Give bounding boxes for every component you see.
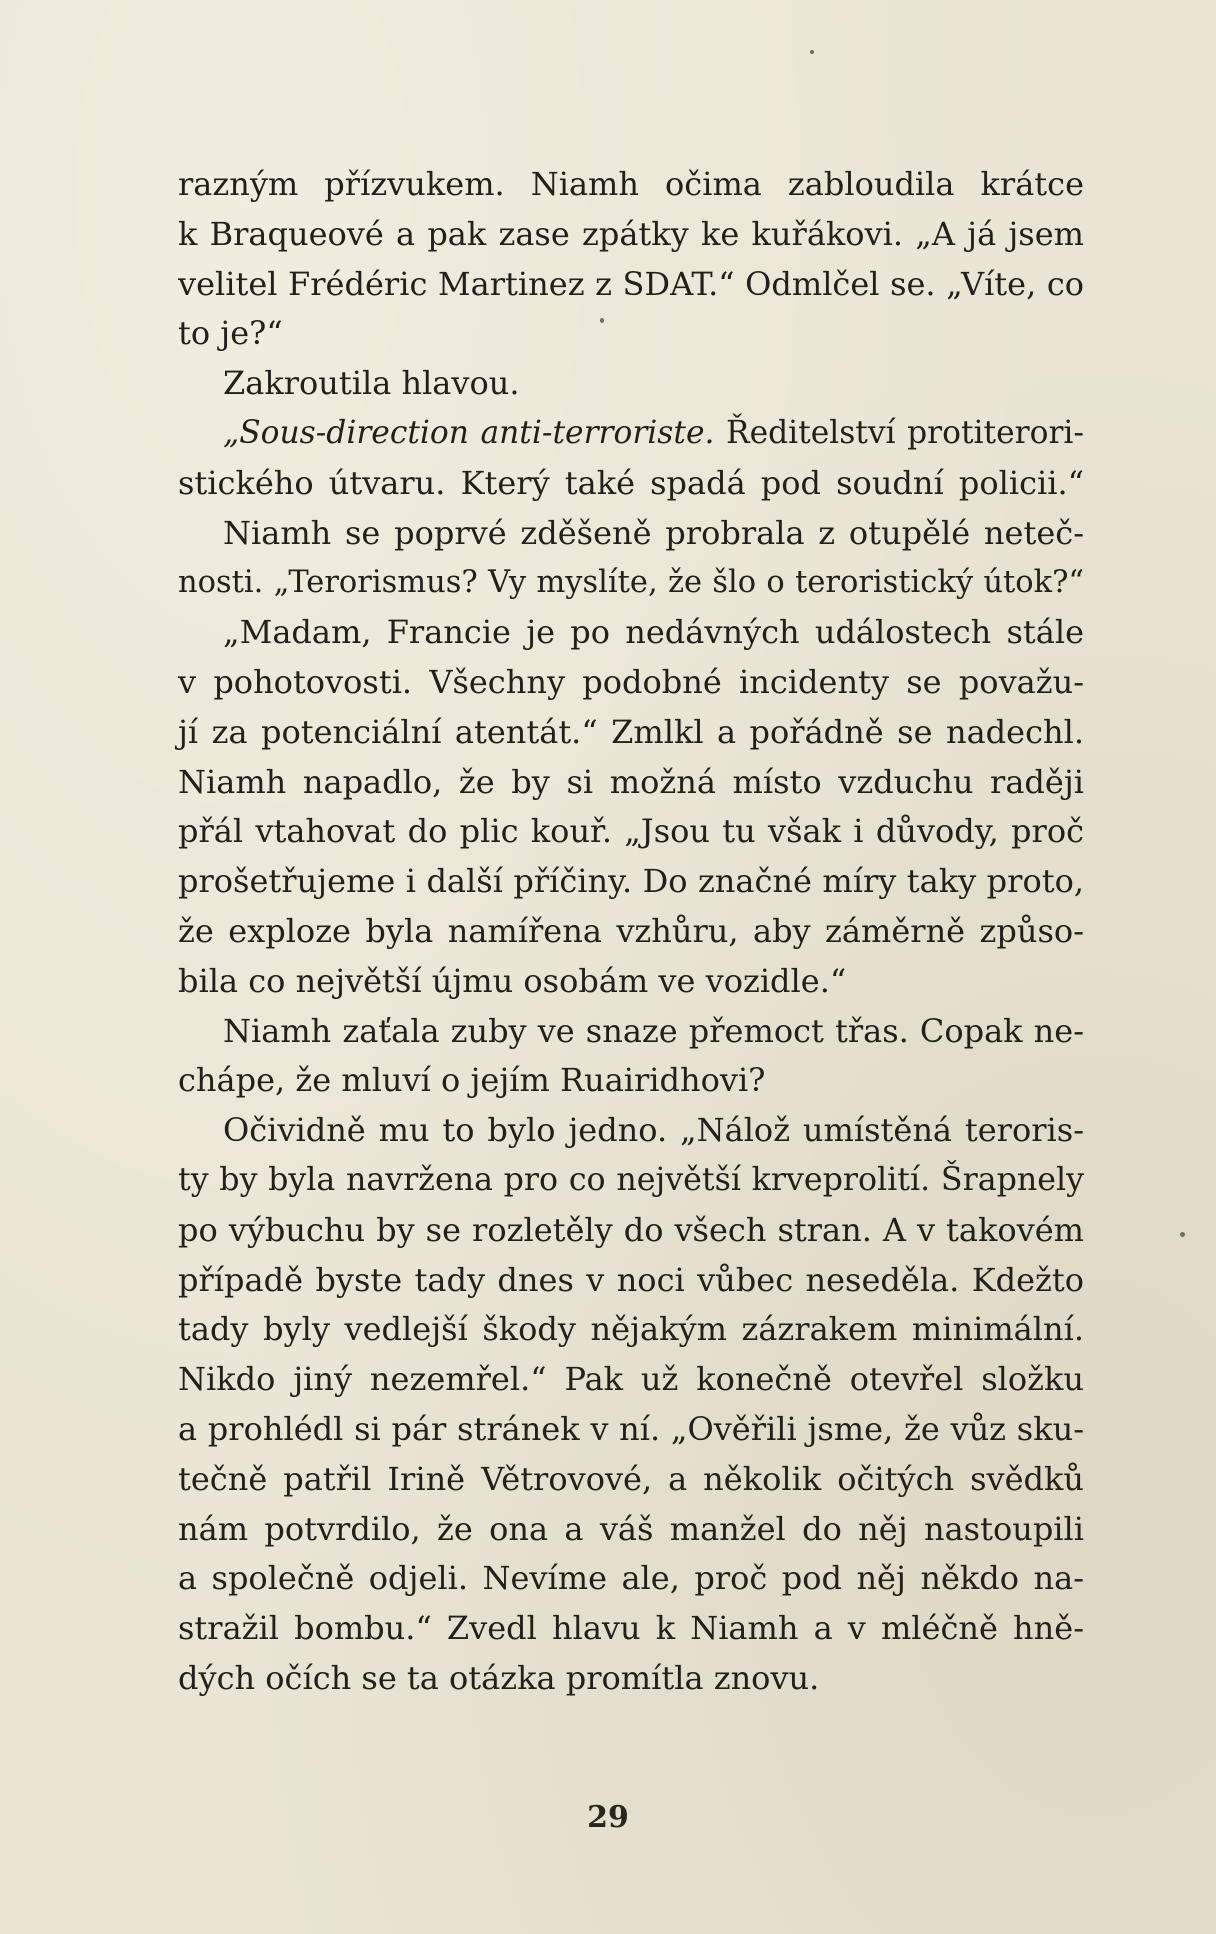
text-line: stražil bombu.“ Zvedl hlavu k Niamh a v mléčně hně- <box>178 1609 1084 1648</box>
text-line: ty by byla navržena pro co největší krveprolití. Šrapnely <box>178 1161 1084 1198</box>
text-line: stického útvaru. Který také spadá pod soudní policii.“ <box>178 463 1084 502</box>
text-line: Nikdo jiný nezemřel.“ Pak už konečně otevřel složku <box>178 1360 1084 1399</box>
text-line: Zakroutila hlavou. <box>223 364 520 403</box>
text-line: jí za potenciální atentát.“ Zmlkl a pořádně se nadechl. <box>178 712 1084 751</box>
text-line: dých očích se ta otázka promítla znovu. <box>178 1658 820 1697</box>
text-line: bila co největší újmu osobám ve vozidle.“ <box>178 961 847 1000</box>
text-line: a společně odjeli. Nevíme ale, proč pod něj někdo na- <box>178 1559 1084 1598</box>
text-line: a prohlédl si pár stránek v ní. „Ověřili jsme, že vůz sku- <box>178 1409 1084 1448</box>
text-line: v pohotovosti. Všechny podobné incidenty se považu- <box>178 662 1084 701</box>
text-line: že exploze byla namířena vzhůru, aby záměrně způso- <box>178 911 1084 950</box>
text-line: velitel Frédéric Martinez z SDAT.“ Odmlčel se. „Víte, co <box>178 264 1084 303</box>
text-line: Niamh se poprvé zděšeně probrala z otupělé neteč- <box>223 513 1084 552</box>
text-line: tady byly vedlejší škody nějakým zázrakem minimální. <box>178 1310 1084 1349</box>
text-line: případě byste tady dnes v noci vůbec neseděla. Kdežto <box>178 1260 1084 1299</box>
text-line: po výbuchu by se rozletěly do všech stran. A v takovém <box>178 1210 1084 1249</box>
text-line: tečně patřil Irině Větrovové, a několik očitých svědků <box>178 1459 1084 1498</box>
page-number: 29 <box>587 1800 629 1835</box>
text-line: „Madam, Francie je po nedávných událostech stále <box>223 613 1084 652</box>
text-fragment: Ředitelství protiterori- <box>726 414 1085 451</box>
text-line: Niamh napadlo, že by si možná místo vzduchu raději <box>178 762 1084 801</box>
text-line: k Braqueové a pak zase zpátky ke kuřákovi. „A já jsem <box>178 214 1084 253</box>
text-line: nám potvrdilo, že ona a váš manžel do něj nastoupili <box>178 1509 1084 1548</box>
paper-speck <box>600 318 604 323</box>
text-line-mixed <box>178 409 1084 459</box>
text-line: přál vtahovat do plic kouř. „Jsou tu však i důvody, proč <box>178 812 1084 851</box>
text-line: prošetřujeme i další příčiny. Do značné míry taky proto, <box>178 862 1084 901</box>
paper-speck <box>810 50 814 54</box>
body-text <box>178 160 1084 1704</box>
paper-speck <box>1180 1232 1185 1237</box>
text-line: Niamh zaťala zuby ve snaze přemoct třas. Copak ne- <box>223 1011 1084 1050</box>
text-line: nosti. „Terorismus? Vy myslíte, že šlo o teroristický útok?“ <box>178 565 1084 601</box>
italic-phrase: „Sous-direction anti-terroriste. <box>223 414 715 451</box>
text-line: razným přízvukem. Niamh očima zabloudila krátce <box>178 165 1084 203</box>
text-line: to je?“ <box>178 314 283 353</box>
text-line: chápe, že mluví o jejím Ruairidhovi? <box>178 1061 766 1100</box>
text-line: Očividně mu to bylo jedno. „Nálož umístěná teroris- <box>223 1111 1084 1150</box>
